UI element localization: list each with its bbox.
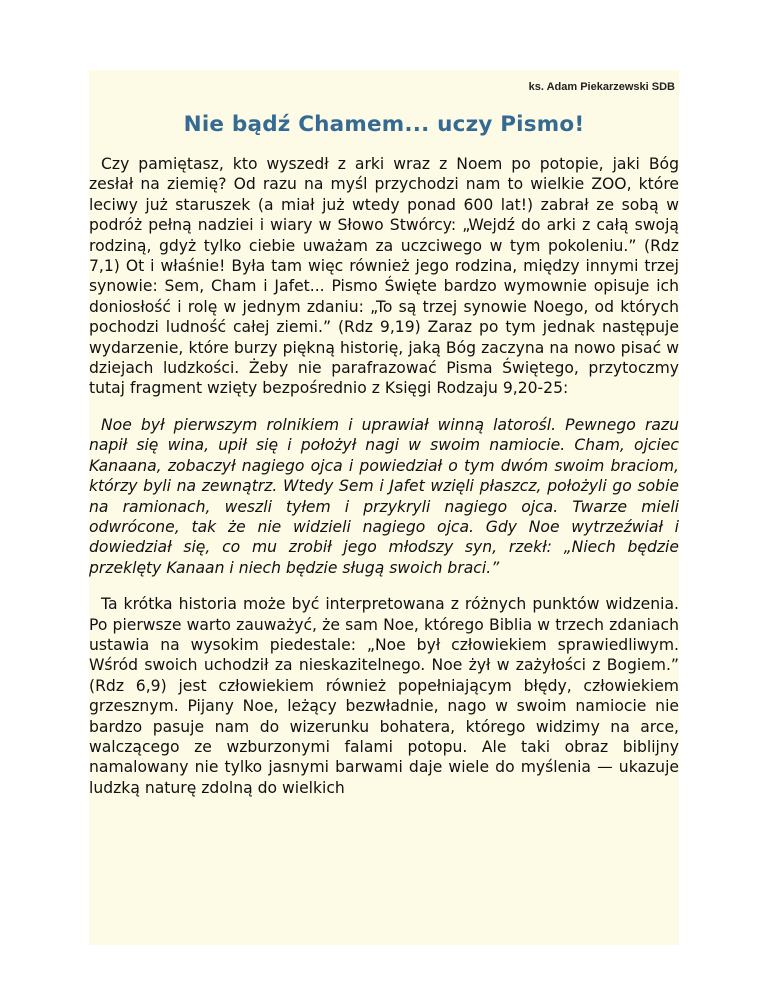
paragraph-intro: Czy pamiętasz, kto wyszedł z arki wraz z Noem po potopie, jaki Bóg zesłał na ziemię? Od razu na myśl przychodzi nam to wielkie ZOO, które leciwy już staruszek (a miał już wtedy ponad 600 lat!) zabrał ze sobą w podróż pełną nadziei i wiary w Słowo Stwórcy: „Wejdź do arki z całą swoją rodziną, gdyż tylko ciebie uważam za uczciwego w tym pokoleniu.” (Rdz 7,1) Ot i właśnie! Była tam więc również jego rodzina, między innymi trzej synowie: Sem, Cham i Jafet... Pismo Święte bardzo wymownie opisuje ich doniosłość i rolę w jednym zdaniu: „To są trzej synowie Noego, od których pochodzi ludność całej ziemi.” (Rdz 9,19) Zaraz po tym jednak następuje wydarzenie, które burzy piękną historię, jaką Bóg zaczyna na nowo pisać w dziejach ludzkości. Żeby nie parafrazować Pisma Świętego, przytoczmy tutaj fragment wzięty bezpośrednio z Księgi Rodzaju 9,20-25: — [89, 155, 679, 398]
document-page — [89, 70, 679, 945]
article-body — [89, 154, 679, 798]
author-line: ks. Adam Piekarzewski SDB — [528, 81, 675, 93]
page-title: Nie bądź Chamem... uczy Pismo! — [183, 112, 585, 137]
paragraph-interpretation: Ta krótka historia może być interpretowana z różnych punktów widzenia. Po pierwsze warto zauważyć, że sam Noe, którego Biblia w trzech zdaniach ustawia na wysokim piedestale: „Noe był człowiekiem sprawiedliwym. Wśród swoich uchodził za nieskazitelnego. Noe żył w zażyłości z Bogiem.” (Rdz 6,9) jest człowiekiem również popełniającym błędy, człowiekiem grzesznym. Pijany Noe, leżący bezwładnie, nago w swoim namiocie nie bardzo pasuje nam do wizerunku bohatera, którego widzimy na arce, walczącego ze wzburzonymi falami potopu. Ale taki obraz biblijny namalowany nie tylko jasnymi barwami daje wiele do myślenia — ukazuje ludzką naturę zdolną do wielkich — [89, 595, 679, 797]
paragraph-scripture-quote: Noe był pierwszym rolnikiem i uprawiał winną latorośl. Pewnego razu napił się wina, upił się i położył nagi w swoim namiocie. Cham, ojciec Kanaana, zobaczył nagiego ojca i powiedział o tym dwóm swoim braciom, którzy byli na zewnątrz. Wtedy Sem i Jafet wzięli płaszcz, położyli go sobie na ramionach, weszli tyłem i przykryli nagiego ojca. Twarze mieli odwrócone, tak że nie widzieli nagiego ojca. Gdy Noe wytrzeźwiał i dowiedział się, co mu zrobił jego młodszy syn, rzekł: „Niech będzie przeklęty Kanaan i niech będzie sługą swoich braci.” — [89, 415, 679, 577]
